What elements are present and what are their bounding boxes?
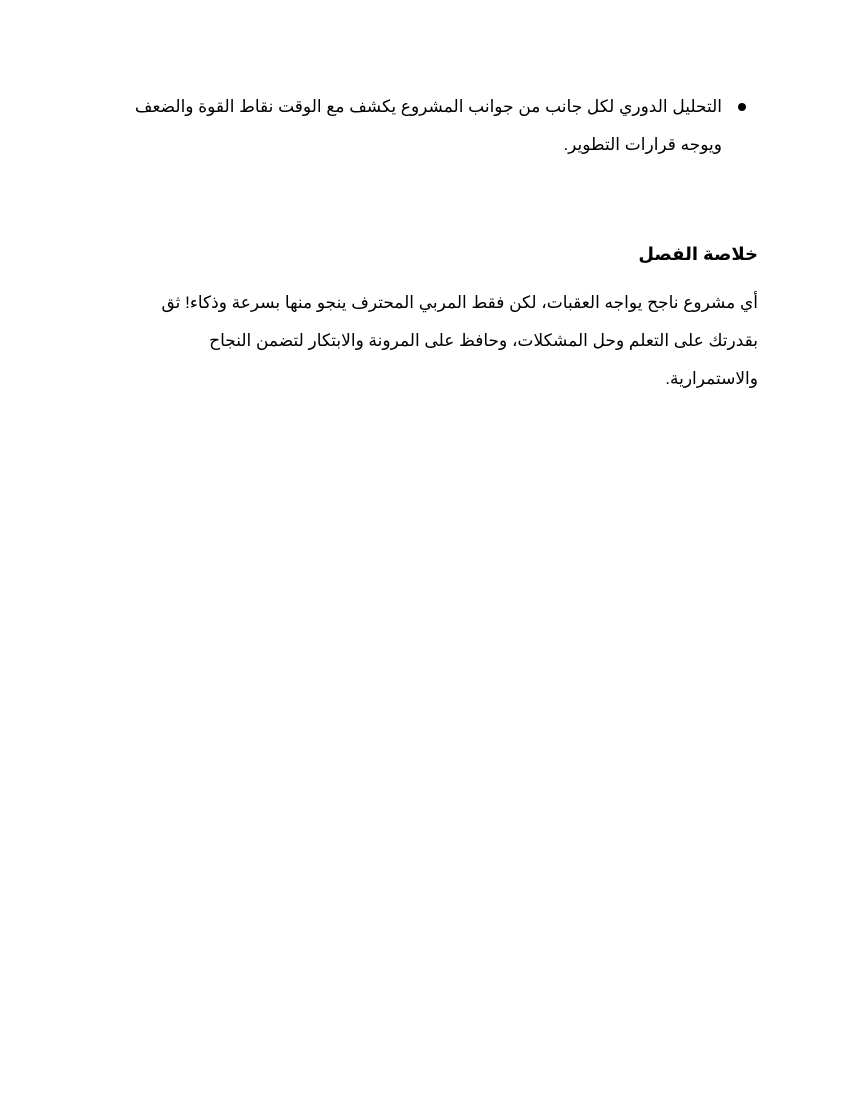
bullet-text: التحليل الدوري لكل جانب من جوانب المشروع يكشف مع الوقت نقاط القوة والضعف ويوجه قرارات التطوير. (134, 97, 722, 154)
list-item (112, 88, 722, 164)
section-heading: خلاصة الفصل (638, 244, 758, 264)
bullet-dot-icon (738, 103, 746, 111)
section-paragraph: أي مشروع ناجح يواجه العقبات، لكن فقط المربي المحترف ينجو منها بسرعة وذكاء! ثق بقدرتك على التعلم وحل المشكلات، وحافظ على المرونة والابتكار لتضمن النجاح والاستمرارية. (161, 293, 758, 388)
bullet-list (112, 88, 758, 164)
page-content (112, 88, 758, 398)
